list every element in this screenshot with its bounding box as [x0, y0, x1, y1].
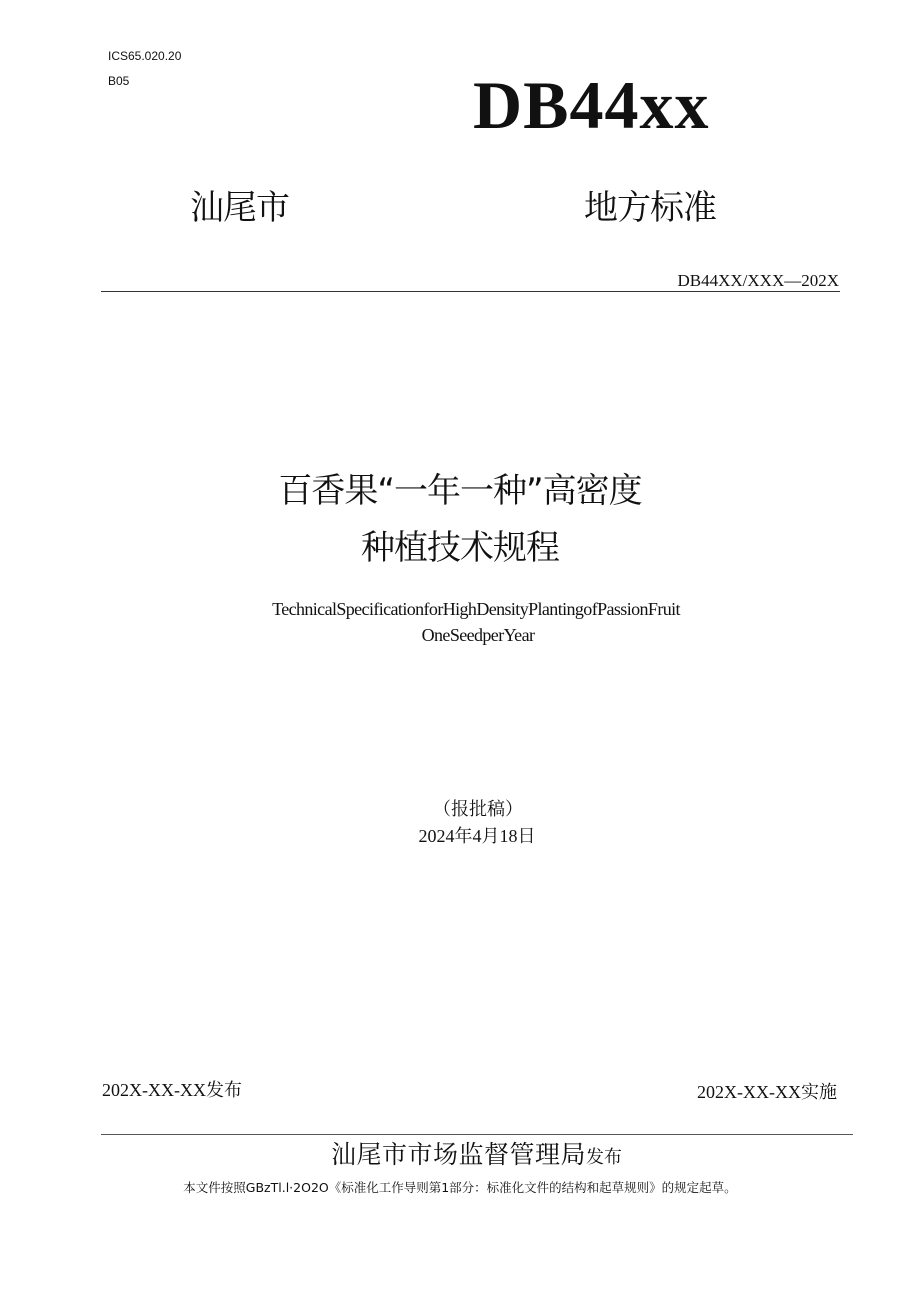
draft-date: 2024年4月18日 [418, 826, 536, 846]
standard-prefix: DB44xx [473, 67, 710, 143]
bottom-divider [101, 1134, 853, 1135]
implementation-date: 202X-XX-XX实施 [697, 1082, 837, 1102]
standard-number: DB44XX/XXX—202X [677, 271, 839, 290]
drafting-note: 本文件按照GBzTl.l·2O2O《标准化工作导则第1部分：标准化文件的结构和起草规则》的规定起草。 [183, 1180, 737, 1195]
classification-code: B05 [108, 74, 130, 88]
title-en-line-1: TechnicalSpecificationforHighDensityPlantingofPassionFruit [272, 599, 680, 619]
publisher-suffix: 发布 [586, 1147, 622, 1168]
draft-status: （报批稿） [433, 799, 523, 819]
ics-code: ICS65.020.20 [108, 49, 182, 63]
issue-date: 202X-XX-XX发布 [102, 1080, 242, 1100]
title-cn-line-2: 种植技术规程 [361, 528, 559, 568]
title-cn-line-1: 百香果“一年一种”高密度 [278, 471, 642, 511]
standard-type: 地方标准 [584, 188, 716, 228]
issuing-city: 汕尾市 [190, 188, 289, 228]
publisher-name: 汕尾市市场监督管理局 [330, 1140, 586, 1169]
top-divider [101, 291, 840, 292]
title-en-line-2: OneSeedperYear [421, 625, 535, 645]
publisher-line [0, 1139, 920, 1174]
